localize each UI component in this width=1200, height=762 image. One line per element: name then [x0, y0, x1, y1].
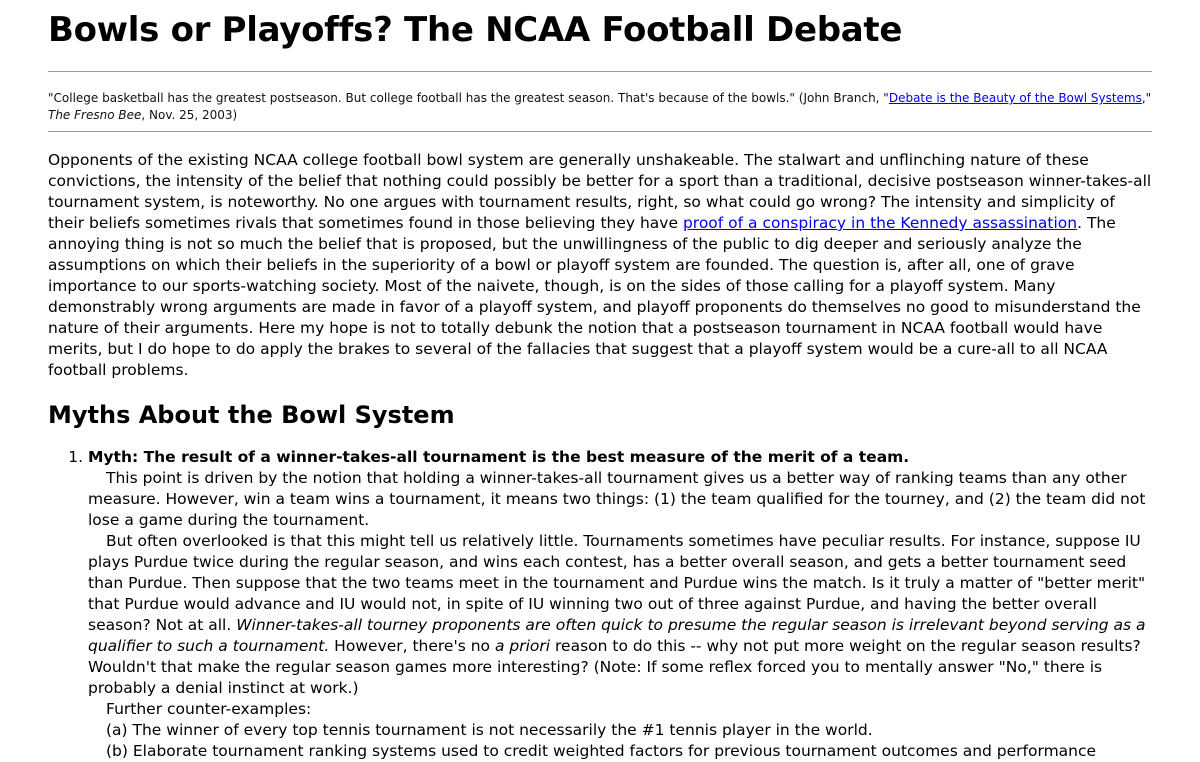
quote-source-link[interactable]: Debate is the Beauty of the Bowl Systems	[888, 91, 1142, 105]
myths-list	[48, 447, 1152, 762]
quote-date: , Nov. 25, 2003)	[141, 108, 238, 122]
intro-text: Opponents of the existing NCAA college football bowl system are generally unshakeable. The stalwart and unflinching nature of these convictions, the intensity of the belief that nothing could possibly be better for a sport than a traditional, decisive postseason winner-takes-all tournament system, is noteworthy. No one argues with tournament results, right, so what could go wrong? The intensity and simplicity of their beliefs sometimes rivals that sometimes found in those believing they have	[48, 151, 1152, 232]
myth-paragraph: This point is driven by the notion that holding a winner-takes-all tournament gives us a better way of ranking teams than any other measure. However, win a team wins a tournament, it means two things: (1) the team qualified for the tourney, and (2) the team did not lose a game during the tournament.	[88, 469, 1146, 529]
myth-title: 1. Myth: The result of a winner-takes-all tournament is the best measure of the merit of a team.	[88, 448, 910, 466]
intro-text-continued: . The annoying thing is not so much the belief that is proposed, but the unwillingness of the public to dig deeper and seriously analyze the assumptions on which their beliefs in the superiority of a bowl or playoff system are founded. The question is, after all, one of grave importance to our sports-watching society. Most of the naivete, though, is on the sides of those calling for a playoff system. Many demonstrably wrong arguments are made in favor of a playoff system, and playoff proponents do themselves no good to misunderstand the nature of their arguments. Here my hope is not to totally debunk the notion that a postseason tournament in NCAA football would have merits, but I do hope to do apply the brakes to several of the fallacies that suggest that a playoff system would be a cure-all to all NCAA football problems.	[48, 214, 1141, 379]
epigraph-quote	[48, 90, 1152, 124]
myth-text: However, there's no	[329, 637, 495, 655]
quote-text: "College basketball has the greatest postseason. But college football has the greatest season. That's because of the bowls." (John Branch, "	[48, 91, 889, 105]
counter-examples-label: Further counter-examples:	[106, 700, 312, 718]
divider	[48, 131, 1152, 132]
myth-text: reason to do this -- why not put more weight on the regular season results? Wouldn't that make the regular season games more interesting? (Note: If some reflex forced you to mentally answer "No," there is probably a denial instinct at work.)	[88, 637, 1141, 697]
myth-text: But often overlooked is that this might tell us relatively little. Tournaments sometimes have peculiar results. For instance, suppose IU plays Purdue twice during the regular season, and wins each contest, has a better overall season, and gets a better tournament seed than Purdue. Then suppose that the two teams meet in the tournament and Purdue wins the match. Is it truly a matter of "better merit" that Purdue would advance and IU would not, in spite of IU winning two out of three against Purdue, and having the better overall season? Not at all.	[88, 532, 1146, 634]
quote-publication: The Fresno Bee	[48, 108, 142, 122]
counter-example: (b) Elaborate tournament ranking systems used to credit weighted factors for previous tournament outcomes and performance	[106, 742, 1097, 760]
divider	[48, 71, 1152, 72]
section-heading: Myths About the Bowl System	[48, 401, 455, 429]
quote-after-link: ,"	[1141, 91, 1152, 105]
myth-paragraph	[88, 531, 1152, 699]
myth-emphasis: Winner-takes-all tourney proponents are often quick to presume the regular season is irrelevant beyond serving as a qualifier to such a tournament.	[88, 616, 1146, 655]
intro-paragraph	[48, 150, 1152, 381]
counter-example: (a) The winner of every top tennis tournament is not necessarily the #1 tennis player in the world.	[106, 721, 873, 739]
myth-item	[88, 447, 1152, 762]
myth-emphasis: a priori	[494, 637, 551, 655]
kennedy-conspiracy-link[interactable]: proof of a conspiracy in the Kennedy assassination	[682, 214, 1078, 232]
page-title: Bowls or Playoffs? The NCAA Football Debate	[48, 10, 903, 50]
